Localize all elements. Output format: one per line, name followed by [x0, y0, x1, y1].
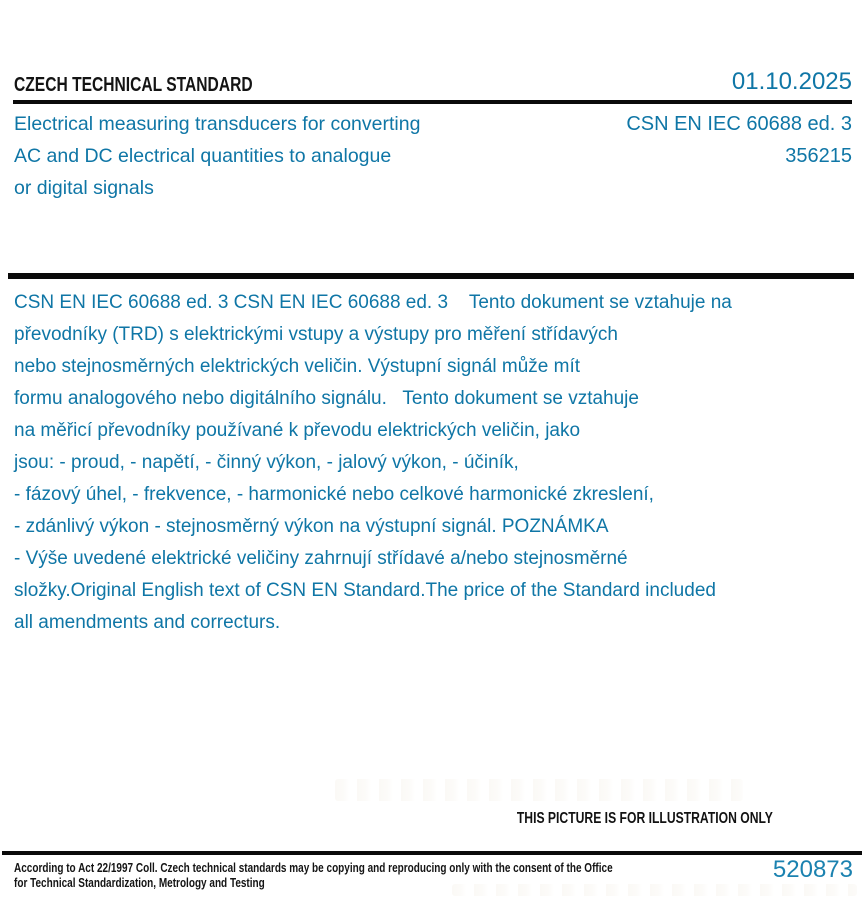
document-type-heading: CZECH TECHNICAL STANDARD	[14, 74, 253, 96]
standard-title-line: AC and DC electrical quantities to analogue	[14, 145, 392, 167]
abstract-line: na měřicí převodníky používané k převodu elektrických veličin, jako	[14, 420, 581, 441]
header-divider	[13, 100, 852, 104]
abstract-line: formu analogového nebo digitálního signálu. Tento dokument se vztahuje	[14, 388, 639, 409]
abstract-line: - fázový úhel, - frekvence, - harmonické nebo celkové harmonické zkreslení,	[14, 484, 654, 505]
copyright-notice-line: for Technical Standardization, Metrology and Testing	[14, 875, 265, 890]
illustration-only-notice: THIS PICTURE IS FOR ILLUSTRATION ONLY	[516, 810, 773, 827]
issue-date: 01.10.2025	[731, 68, 852, 95]
abstract-line: - Výše uvedené elektrické veličiny zahrnují střídavé a/nebo stejnosměrné	[14, 548, 628, 569]
order-number: 520873	[772, 856, 853, 883]
standard-title	[14, 108, 514, 204]
abstract-line: nebo stejnosměrných elektrických veličin. Výstupní signál může mít	[14, 356, 581, 377]
standard-designation: CSN EN IEC 60688 ed. 3	[626, 113, 852, 135]
copyright-notice	[14, 861, 613, 890]
abstract-line: převodníky (TRD) s elektrickými vstupy a výstupy pro měření střídavých	[14, 324, 618, 345]
abstract-line: - zdánlivý výkon - stejnosměrný výkon na výstupní signál. POZNÁMKA	[14, 516, 609, 537]
abstract-line: CSN EN IEC 60688 ed. 3 CSN EN IEC 60688 ed. 3 Tento dokument se vztahuje na	[14, 292, 732, 313]
abstract-line: all amendments and correcturs.	[14, 612, 281, 633]
abstract-line: jsou: - proud, - napětí, - činný výkon, - jalový výkon, - účiník,	[14, 452, 519, 473]
standard-title-line: or digital signals	[14, 177, 154, 199]
footer-divider	[2, 851, 862, 855]
copyright-notice-line: According to Act 22/1997 Coll. Czech technical standards may be copying and reproducing only with the consent of the Office	[14, 861, 613, 875]
standard-abstract	[14, 287, 854, 639]
abstract-divider	[8, 273, 854, 279]
abstract-line: složky.Original English text of CSN EN Standard.The price of the Standard included	[14, 580, 716, 601]
standard-reference	[532, 108, 852, 172]
standard-title-line: Electrical measuring transducers for converting	[14, 113, 421, 135]
faint-watermark	[335, 779, 743, 801]
standard-class-number: 356215	[785, 145, 852, 167]
